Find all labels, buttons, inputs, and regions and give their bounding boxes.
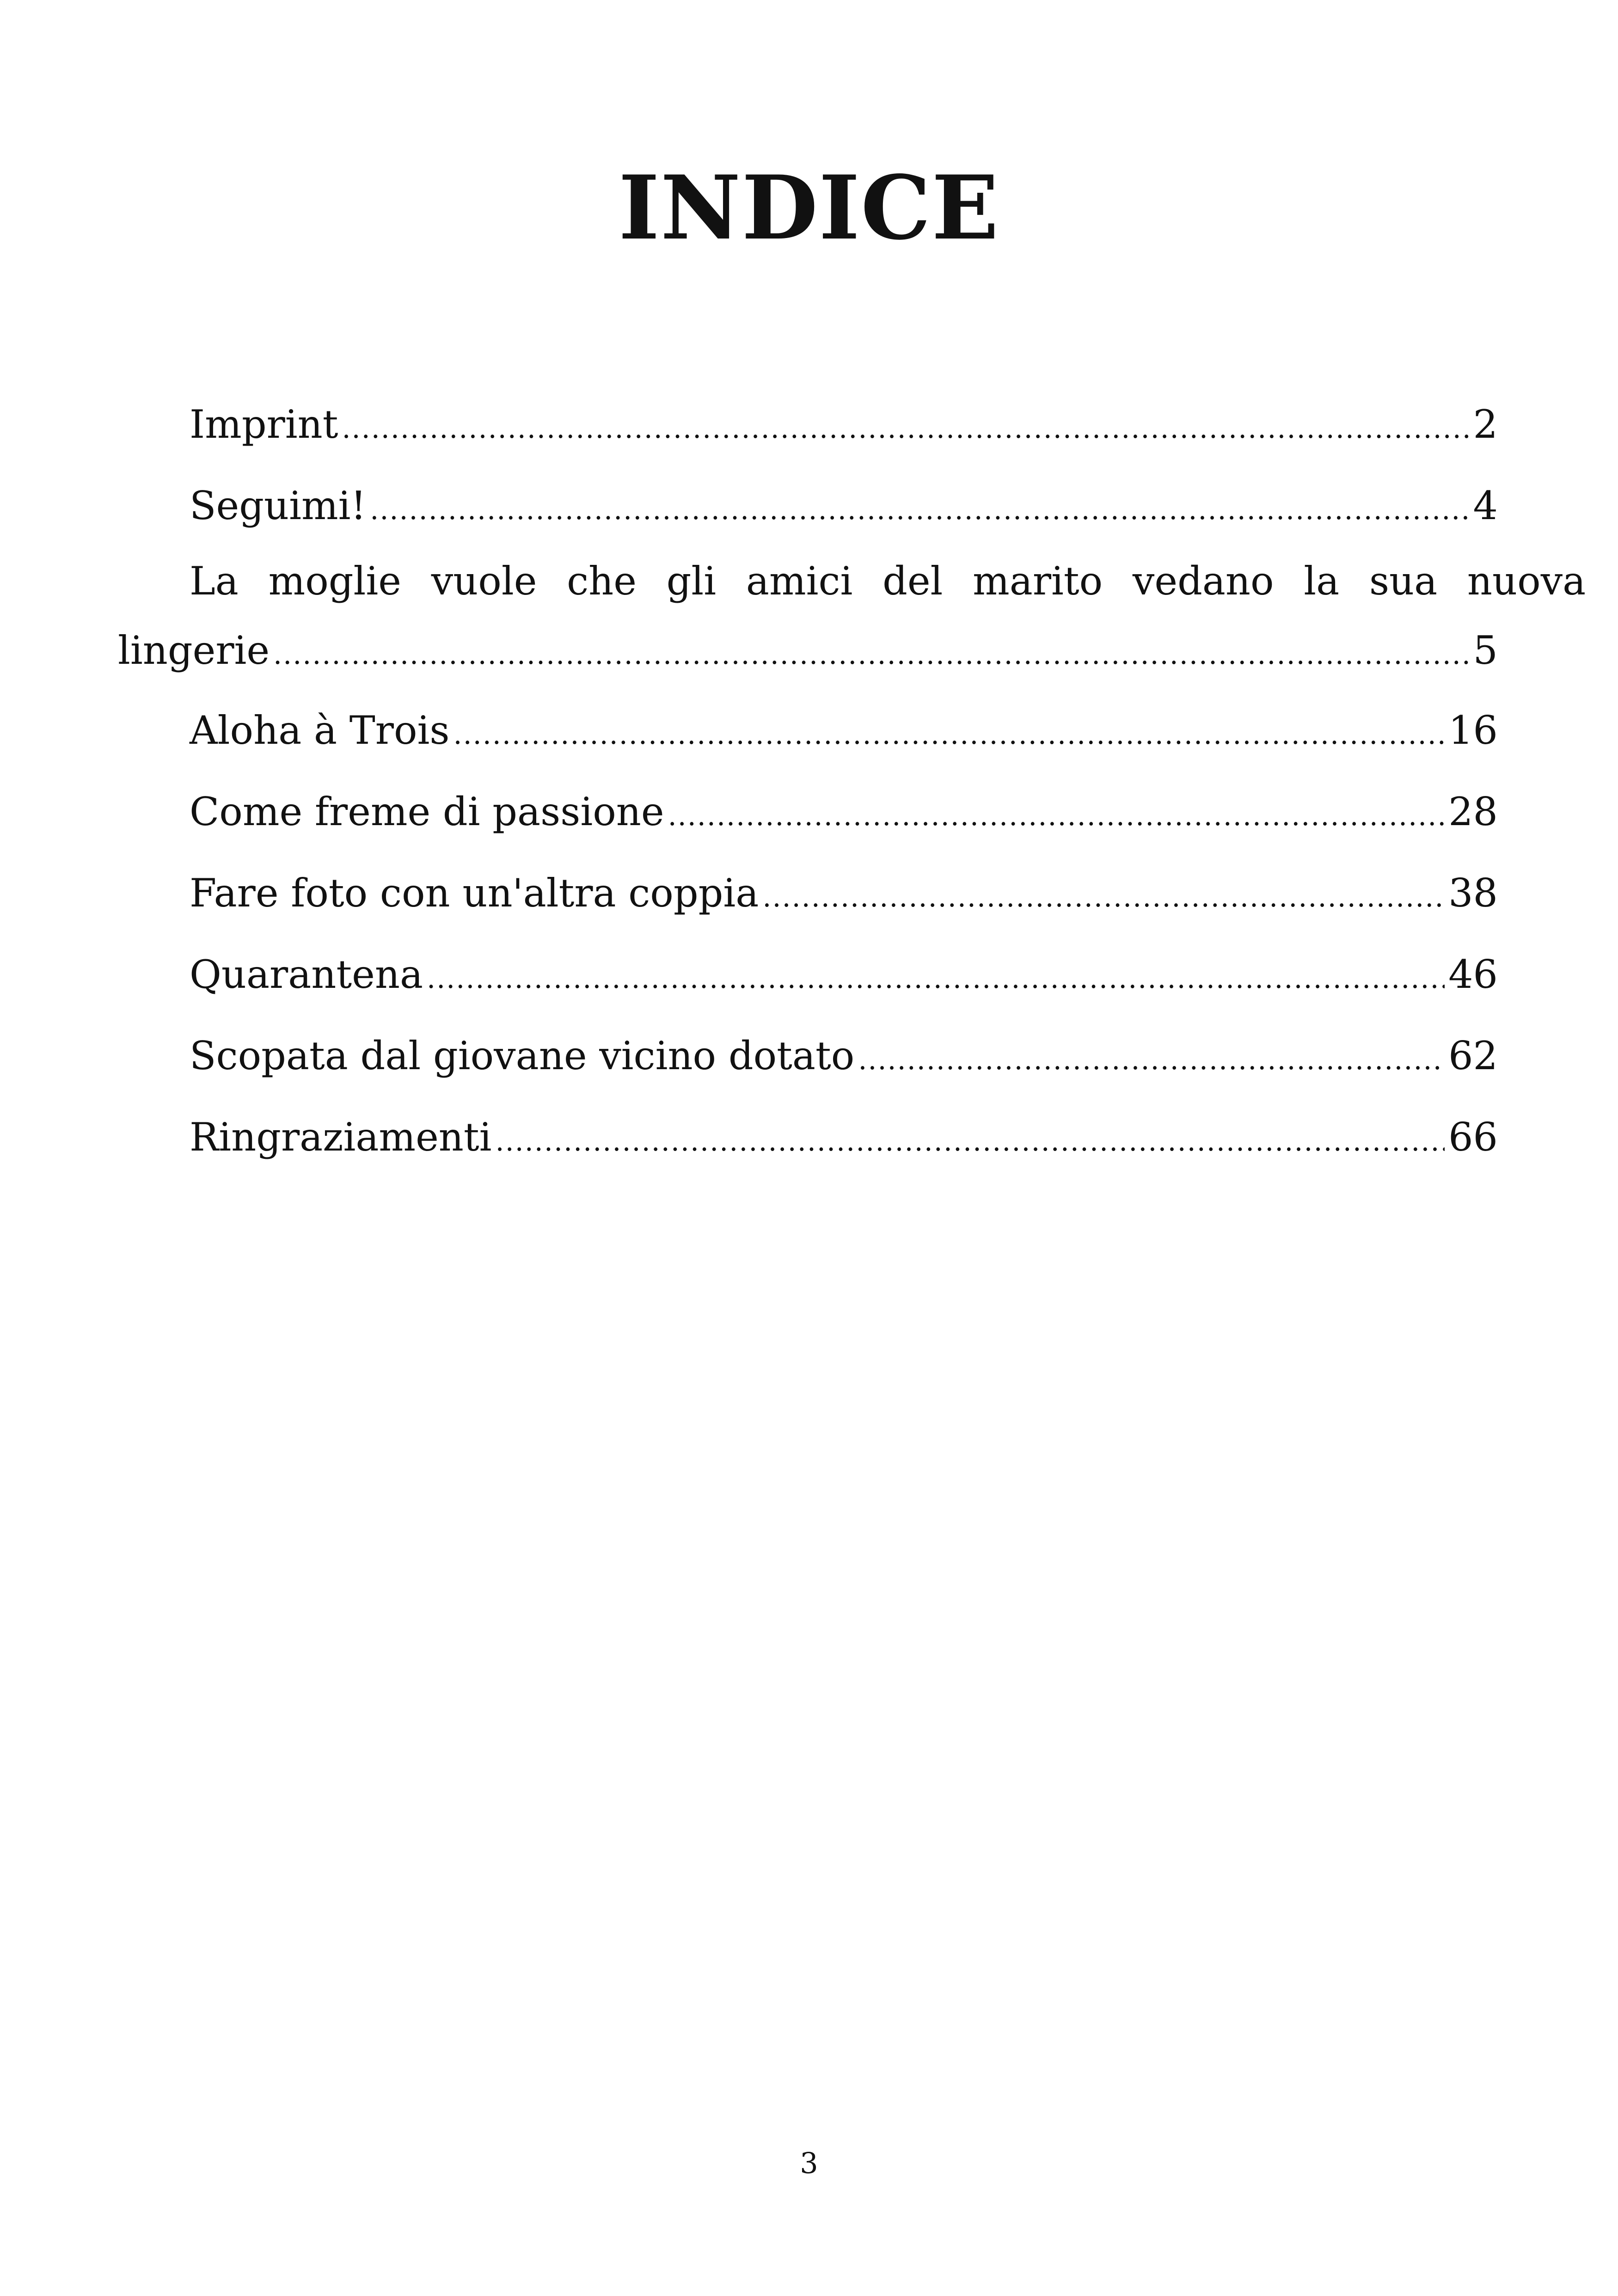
toc-entry-page: 4 (1473, 483, 1498, 528)
toc-entry-page: 62 (1448, 1033, 1498, 1078)
toc-entry-seguimi[interactable] (118, 465, 1498, 546)
toc-entry-fare-foto[interactable] (118, 852, 1498, 934)
dot-leader (273, 620, 1470, 689)
dot-leader (454, 694, 1445, 775)
dot-leader (370, 469, 1469, 551)
toc-entry-title-line1: La moglie vuole che gli amici del marito vedano la sua nuova (190, 558, 1586, 604)
toc-entry-title: Fare foto con un'altra coppia (190, 870, 759, 916)
dot-leader (427, 938, 1445, 1019)
dot-leader (496, 1101, 1445, 1182)
toc-entry-quarantena[interactable] (118, 934, 1498, 1015)
toc-entry-title: Imprint (190, 402, 338, 447)
toc-entry-title: Aloha à Trois (190, 708, 450, 753)
toc-entry-title: Seguimi! (190, 483, 367, 528)
toc-entry-imprint[interactable] (118, 384, 1498, 465)
toc-entry-title-line2: lingerie (118, 628, 270, 673)
toc-entry-come-freme[interactable] (118, 771, 1498, 852)
toc-entry-title: Come freme di passione (190, 789, 664, 834)
toc-entry-aloha[interactable] (118, 690, 1498, 771)
toc-entry-page: 66 (1448, 1114, 1498, 1160)
toc-entry-title: Ringraziamenti (190, 1114, 492, 1160)
dot-leader (762, 857, 1445, 938)
toc-entry-title: Scopata dal giovane vicino dotato (190, 1033, 855, 1078)
toc-entry-scopata[interactable] (118, 1015, 1498, 1096)
table-of-contents (118, 384, 1586, 1178)
toc-entry-page: 2 (1473, 402, 1498, 447)
toc-entry-page: 28 (1448, 789, 1498, 834)
toc-entry-page: 46 (1448, 952, 1498, 997)
toc-entry-title: Quarantena (190, 952, 423, 997)
dot-leader (342, 388, 1469, 469)
page-number: 3 (800, 2146, 818, 2180)
page-title: INDICE (618, 156, 1000, 259)
dot-leader (668, 775, 1445, 857)
dot-leader (858, 1019, 1445, 1101)
toc-entry-la-moglie[interactable] (118, 546, 1586, 690)
toc-entry-page: 5 (1473, 628, 1498, 673)
toc-entry-page: 38 (1448, 870, 1498, 916)
toc-entry-page: 16 (1448, 708, 1498, 753)
toc-entry-ringraziamenti[interactable] (118, 1096, 1498, 1178)
